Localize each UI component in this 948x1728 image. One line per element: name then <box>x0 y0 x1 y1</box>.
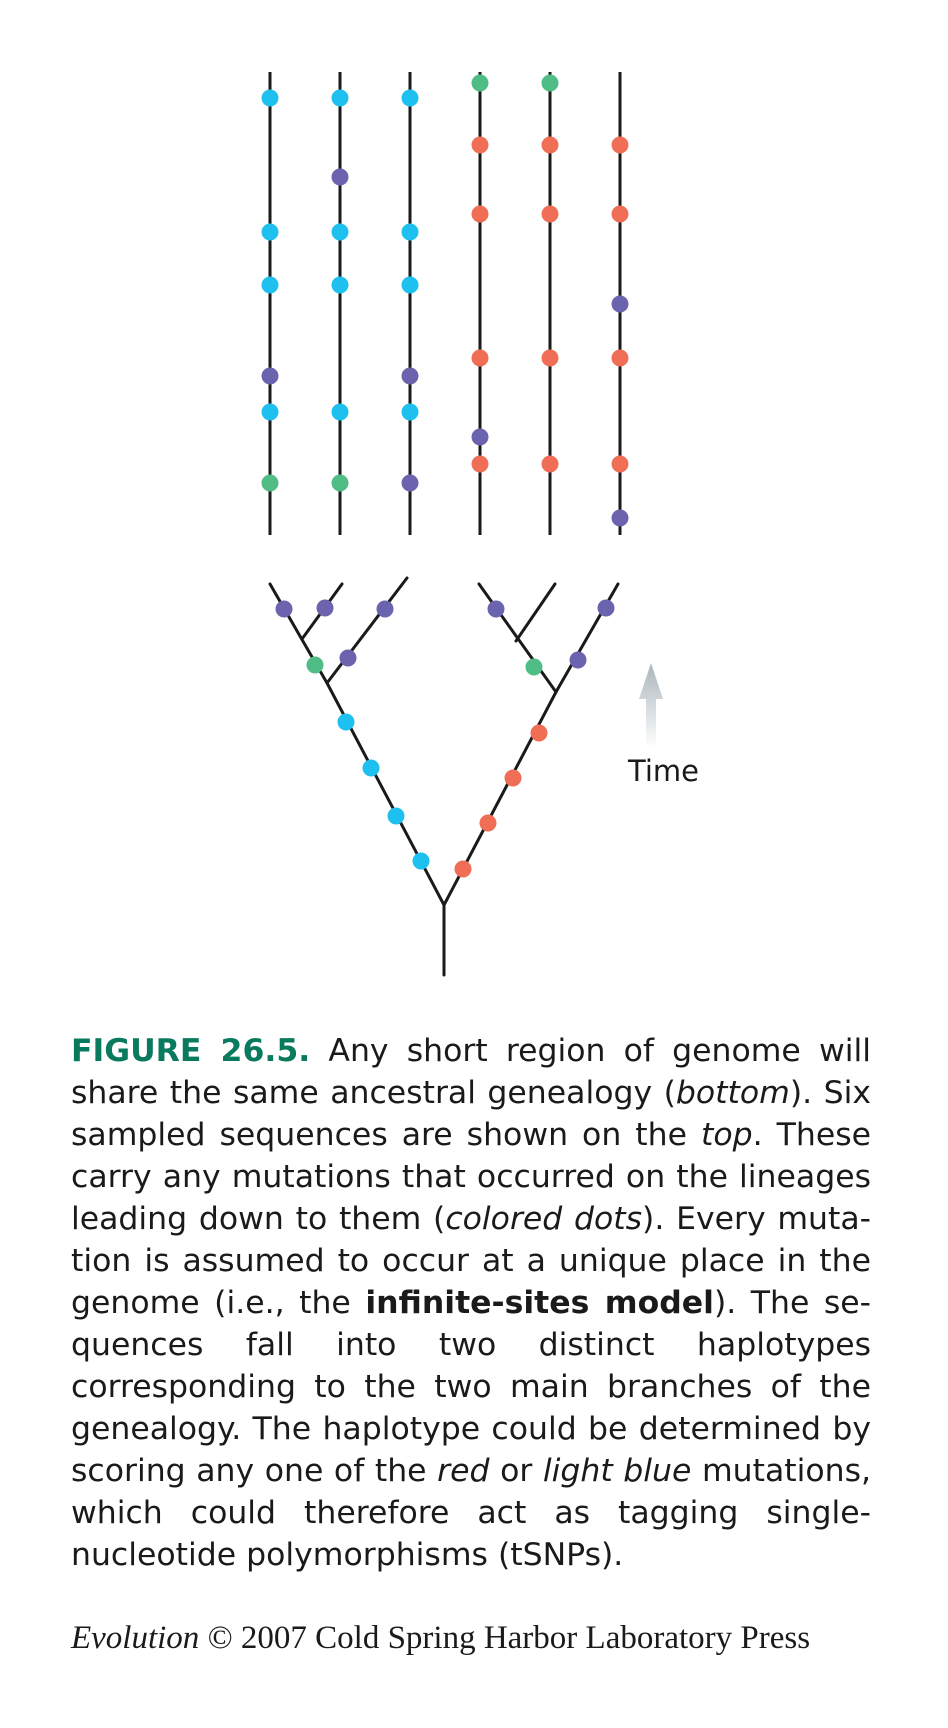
sampled-sequences <box>262 72 629 535</box>
genealogy-tree <box>270 578 618 975</box>
mutation-dot <box>472 75 489 92</box>
mutation-dot <box>413 853 430 870</box>
mutation-dot <box>612 296 629 313</box>
tree-branch <box>327 578 407 683</box>
mutation-dot <box>276 601 293 618</box>
time-arrow <box>627 663 699 788</box>
mutation-dot <box>612 137 629 154</box>
mutation-dot <box>388 808 405 825</box>
mutation-dot <box>363 760 380 777</box>
mutation-dot <box>338 714 355 731</box>
mutation-dot <box>542 75 559 92</box>
mutation-dot <box>402 475 419 492</box>
mutation-dot <box>612 510 629 527</box>
copyright-credit: Evolution © 2007 Cold Spring Harbor Laboratory Press <box>71 1620 811 1656</box>
mutation-dot <box>332 169 349 186</box>
mutation-dot <box>472 456 489 473</box>
mutation-dot <box>262 277 279 294</box>
mutation-dot <box>505 770 522 787</box>
mutation-dot <box>262 90 279 107</box>
mutation-dot <box>488 601 505 618</box>
mutation-dot <box>402 224 419 241</box>
mutation-dot <box>402 404 419 421</box>
mutation-dot <box>377 601 394 618</box>
mutation-dot <box>472 137 489 154</box>
mutation-dot <box>262 368 279 385</box>
mutation-dot <box>542 206 559 223</box>
mutation-dot <box>402 90 419 107</box>
mutation-dot <box>472 350 489 367</box>
mutation-dot <box>332 475 349 492</box>
time-label: Time <box>628 754 699 788</box>
figure-caption: FIGURE 26.5. Any short region of genome will share the same ancestral genealogy (bottom). Six sampled sequences are shown on the top. These carry any mutations that occurred on the lineages leading down to them (colored dots). Every mutation is assumed to occur at a unique place in the genome (i.e., the infinite-sites model). The sequences fall into two distinct haplotypes corresponding to the two main branches of the genealogy. The haplotype could be determined by scoring any one of the red or light blue mutations, which could therefore act as tagging single-nucleotide polymorphisms (tSNPs). <box>71 1033 872 1573</box>
mutation-dot <box>570 652 587 669</box>
mutation-dot <box>332 224 349 241</box>
mutation-dot <box>598 600 615 617</box>
mutation-dot <box>340 650 357 667</box>
mutation-dot <box>332 277 349 294</box>
mutation-dot <box>526 659 543 676</box>
mutation-dot <box>612 456 629 473</box>
infinite-sites-model-term: infinite-sites model <box>365 1285 714 1321</box>
mutation-dot <box>262 404 279 421</box>
mutation-dot <box>472 206 489 223</box>
tree-branch <box>516 584 555 641</box>
mutation-dot <box>531 725 548 742</box>
mutation-dot <box>402 277 419 294</box>
mutation-dot <box>402 368 419 385</box>
mutation-dot <box>542 350 559 367</box>
mutation-dot <box>542 456 559 473</box>
mutation-dot <box>480 815 497 832</box>
mutation-dot <box>317 600 334 617</box>
mutation-dot <box>472 429 489 446</box>
time-arrow-icon <box>639 663 663 748</box>
mutation-dot <box>455 861 472 878</box>
mutation-dot <box>332 404 349 421</box>
mutation-dot <box>307 657 324 674</box>
mutation-dot <box>612 350 629 367</box>
figure-label: FIGURE 26.5. <box>71 1033 311 1069</box>
book-title: Evolution <box>71 1620 200 1656</box>
mutation-dot <box>542 137 559 154</box>
mutation-dot <box>262 224 279 241</box>
mutation-dot <box>612 206 629 223</box>
mutation-dot <box>332 90 349 107</box>
mutation-dot <box>262 475 279 492</box>
